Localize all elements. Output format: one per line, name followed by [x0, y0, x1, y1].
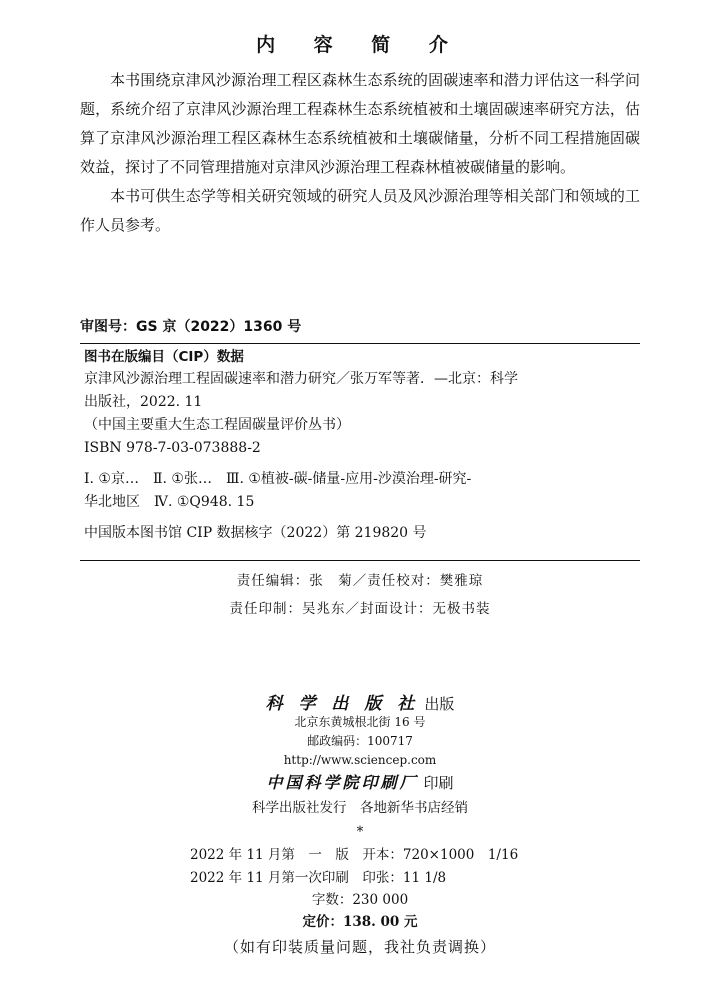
price-value: 138. 00 元 [342, 914, 418, 930]
cip-record-number: 中国版本图书馆 CIP 数据核字（2022）第 219820 号 [84, 525, 427, 541]
production-credits: 责任印制：吴兆东／封面设计：无极书装 [229, 601, 491, 617]
map-review-number: 审图号：GS 京（2022）1360 号 [80, 319, 302, 335]
divider-bottom [80, 560, 640, 561]
summary-section [80, 66, 640, 240]
divider-top [80, 343, 640, 344]
printer-logo: 中国科学院印刷厂 [266, 773, 419, 792]
publisher-suffix: 出版 [424, 695, 455, 713]
cip-classification-cont: 华北地区 Ⅳ. ①Q948. 15 [84, 494, 255, 510]
cip-line: 京津风沙源治理工程固碳速率和潜力研究／张万军等著．—北京：科学 [84, 371, 518, 387]
edition-line: 2022 年 11 月第 一 版 开本：720×1000 1/16 [190, 847, 519, 863]
distribution-line: 科学出版社发行 各地新华书店经销 [252, 800, 468, 816]
page-title: 内 容 简 介 [256, 34, 464, 56]
printer-line [0, 770, 720, 793]
website: http://www.sciencep.com [283, 753, 437, 767]
cip-series: （中国主要重大生态工程固碳量评价丛书） [84, 417, 350, 433]
cip-isbn: ISBN 978-7-03-073888-2 [84, 440, 261, 456]
price-label: 定价： [302, 914, 343, 930]
summary-paragraph-2: 本书可供生态学等相关研究领域的研究人员及风沙源治理等相关部门和领域的工作人员参考。 [80, 187, 640, 234]
separator-star: * [356, 824, 364, 840]
summary-paragraph-1: 本书围绕京津风沙源治理工程区森林生态系统的固碳速率和潜力评估这一科学问题，系统介绍了京津风沙源治理工程森林生态系统植被和土壤固碳速率研究方法，估算了京津风沙源治理工程区森林生态系统植被和土壤碳储量，分析不同工程措施固碳效益，探讨了不同管理措施对京津风沙源治理工程森林植被碳储量的影响。 [80, 71, 640, 176]
quality-notice: （如有印装质量问题，我社负责调换） [223, 938, 496, 956]
cip-classification: Ⅰ. ①京… Ⅱ. ①张… Ⅲ. ①植被-碳-储量-应用-沙漠治理-研究- [84, 471, 472, 487]
printing-line: 2022 年 11 月第一次印刷 印张：11 1/8 [190, 870, 447, 886]
price-line [0, 911, 720, 933]
word-count: 字数：230 000 [311, 892, 409, 908]
printer-suffix: 印刷 [423, 774, 454, 792]
editor-credits: 责任编辑：张 菊／责任校对：樊雅琼 [236, 573, 484, 589]
cip-heading: 图书在版编目（CIP）数据 [84, 349, 244, 365]
cip-line: 出版社，2022. 11 [84, 394, 203, 410]
publisher-line [0, 689, 720, 714]
postcode: 邮政编码：100717 [307, 734, 413, 748]
cip-block [84, 346, 640, 545]
publisher-logo: 科 学 出 版 社 [265, 694, 420, 714]
publisher-address: 北京东黄城根北街 16 号 [294, 715, 426, 729]
